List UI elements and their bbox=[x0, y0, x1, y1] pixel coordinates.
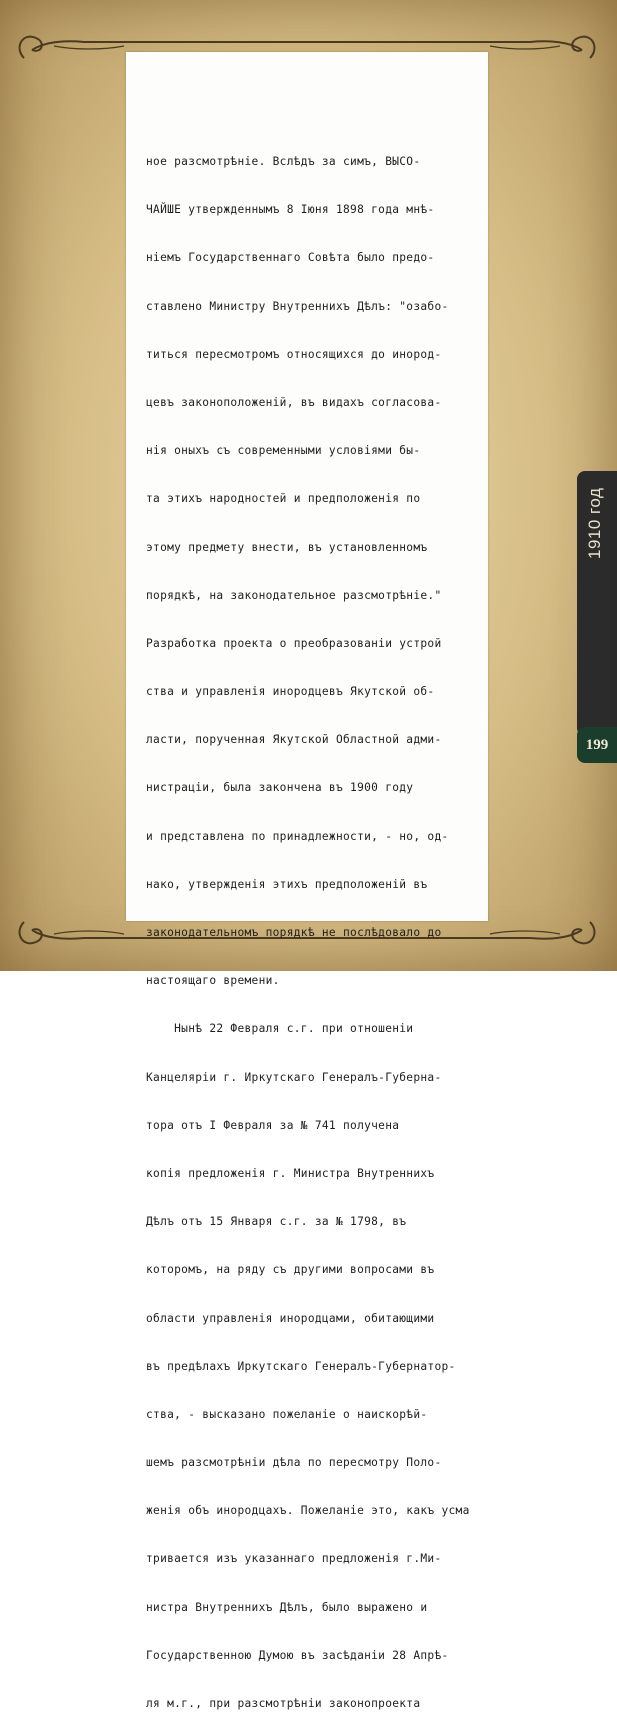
text-line: порядкѣ, на законодательное разсмотрѣнiе." bbox=[146, 588, 442, 602]
text-line: ства и управленiя инородцевъ Якутской об- bbox=[146, 685, 435, 699]
text-line: ля м.г., при разсмотрѣнiи законопроекта bbox=[146, 1697, 421, 1710]
text-line: титься пересмотромъ относящихся до инород- bbox=[146, 347, 442, 361]
page-number-tab bbox=[577, 727, 617, 763]
text-line: нiемъ Государственнаго Совѣта было предо- bbox=[146, 251, 435, 265]
text-line: въ предѣлахъ Иркутскаго Генералъ-Губернатор- bbox=[146, 1359, 456, 1373]
text-line: шемъ разсмотрѣнiи дѣла по пересмотру Поло- bbox=[146, 1456, 442, 1470]
text-line: та этихъ народностей и предположенiя по bbox=[146, 492, 421, 506]
text-line: которомъ, на ряду съ другими вопросами въ bbox=[146, 1263, 435, 1277]
text-line: Дѣлъ отъ 15 Января с.г. за № 1798, въ bbox=[146, 1215, 407, 1229]
text-line: Разработка проекта о преобразованiи устрой bbox=[146, 636, 442, 650]
page-number: 199 bbox=[585, 737, 609, 753]
text-line: нiя оныхъ съ современными условiями бы- bbox=[146, 444, 421, 458]
text-line: ное разсмотрѣнiе. Вслѣдъ за симъ, ВЫСО- bbox=[146, 155, 421, 168]
text-line: тривается изъ указаннаго предложенiя г.Ми- bbox=[146, 1552, 442, 1566]
typewritten-text bbox=[146, 125, 476, 1728]
text-line: нако, утвержденiя этихъ предположенiй въ bbox=[146, 877, 428, 891]
text-line: Государственною Думою въ засѣданiи 28 Апрѣ- bbox=[146, 1648, 449, 1662]
text-line: ства, - высказано пожеланiе о наискорѣй- bbox=[146, 1407, 428, 1421]
text-line: Канцелярiи г. Иркутскаго Генералъ-Губерна- bbox=[146, 1070, 442, 1084]
text-line: этому предмету внести, въ установленномъ bbox=[146, 540, 428, 554]
text-line: и представлена по принадлежности, - но, од- bbox=[146, 829, 449, 843]
text-line: настоящаго времени. bbox=[146, 974, 280, 988]
text-line: копiя предложенiя г. Министра Внутреннихъ bbox=[146, 1166, 435, 1180]
text-line: Нынѣ 22 Февраля с.г. при отношенiи bbox=[146, 1022, 414, 1036]
year-label: 1910 год bbox=[585, 487, 604, 559]
text-line: ласти, порученная Якутской Областной адми- bbox=[146, 733, 442, 747]
year-tab bbox=[577, 471, 617, 736]
text-line: законодательномъ порядкѣ не послѣдовало до bbox=[146, 926, 442, 939]
text-line: области управленiя инородцами, обитающими bbox=[146, 1311, 435, 1325]
text-line: нистрацiи, была закончена въ 1900 году bbox=[146, 781, 414, 795]
text-line: тора отъ I Февраля за № 741 получена bbox=[146, 1118, 400, 1132]
text-line: цевъ законоположенiй, въ видахъ согласова- bbox=[146, 395, 442, 409]
text-line: ЧАЙШЕ утвержденнымъ 8 Iюня 1898 года мнѣ- bbox=[146, 203, 435, 217]
text-line: ставлено Министру Внутреннихъ Дѣлъ: "озабо- bbox=[146, 299, 449, 313]
text-line: женiя объ инородцахъ. Пожеланiе это, какъ усма bbox=[146, 1504, 470, 1518]
text-line: нистра Внутреннихъ Дѣлъ, было выражено и bbox=[146, 1600, 428, 1614]
